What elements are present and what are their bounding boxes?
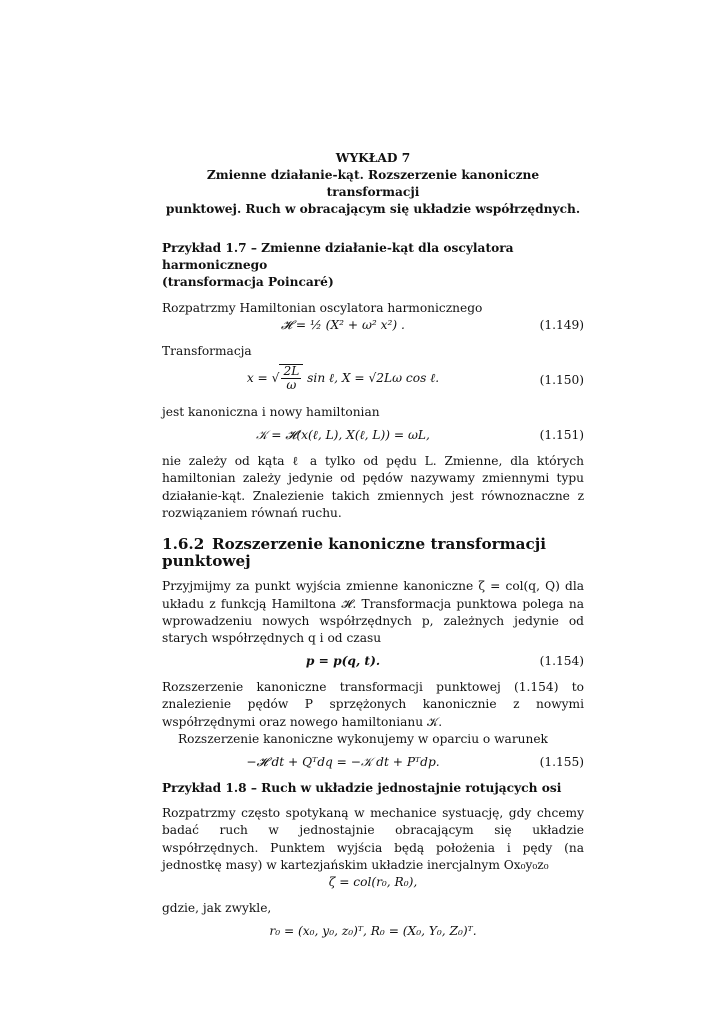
equation-1-151-body: 𝒦 = 𝓗(x(ℓ, L), X(ℓ, L)) = ωL, [256, 428, 430, 443]
equation-1-149 [162, 317, 584, 343]
after-equation-1-150: jest kanoniczna i nowy hamiltonian [162, 405, 380, 420]
section-1-6-2-paragraph-2: Rozszerzenie kanoniczne transformacji punktowej (1.154) to znalezienie pędów P sprzężonych kanonicznie z nowymi współrzędnymi oraz nowego hamiltonianu 𝒦. [162, 680, 584, 729]
equation-1-154-body: p = p(q, t). [305, 654, 381, 669]
example-1-7-heading-line2: (transformacja Poincaré) [162, 275, 334, 290]
equation-r0-body: r₀ = (x₀, y₀, z₀)ᵀ, R₀ = (X₀, Y₀, Z₀)ᵀ. [269, 924, 477, 939]
equation-1-154 [162, 653, 584, 679]
equation-1-151 [162, 427, 584, 453]
fraction-numerator: 2L [283, 364, 300, 379]
equation-1-149-body: 𝓗 = ½ (X² + ω² x²) . [281, 317, 405, 332]
equation-1-150-rest: sin ℓ, X = √2Lω cos ℓ. [303, 371, 440, 386]
section-number: 1.6.2 [162, 535, 205, 554]
equation-1-150-lhs: x = [246, 371, 272, 386]
equation-1-150-body: x = √ $\frac{2L}{\omega}$ sin ℓ, X = √2Lω cos ℓ. [246, 364, 440, 393]
equation-1-151-number: (1.151) [539, 428, 584, 443]
section-1-6-2-heading [162, 536, 584, 570]
example-1-7-intro: Rozpatrzmy Hamiltonian oscylatora harmonicznego [162, 300, 483, 315]
lecture-title-line2: punktowej. Ruch w obracającym się układzie współrzędnych. [165, 202, 581, 216]
equation-1-155 [162, 754, 584, 780]
equation-1-155-body: −𝓗 dt + Qᵀdq = −𝒦 dt + Pᵀdp. [246, 755, 440, 770]
example-1-7-paragraph: nie zależy od kąta ℓ a tylko od pędu L. Zmienne, dla których hamiltonian zależy jedynie od pędów nazywamy zmiennymi typu działanie-kąt. Znalezienie takich zmiennych jest równoznaczne z rozwiązaniem równań ruchu. [162, 454, 584, 520]
example-1-7-heading-line1: Przykład 1.7 – Zmienne działanie-kąt dla oscylatora harmonicznego [162, 241, 514, 273]
equation-1-149-number: (1.149) [539, 317, 584, 332]
document-page [162, 150, 584, 949]
equation-zeta [162, 874, 584, 900]
equation-1-150-fraction [281, 365, 301, 392]
example-1-8-paragraph-1: Rozpatrzmy często spotykaną w mechanice systuację, gdy chcemy badać ruch w jednostajnie obracającym się układzie współrzędnych. Punktem wyjścia będą położenia i pędy (na jednostkę masy) w kartezjańskim układzie inercjalnym Ox₀y₀z₀ [162, 806, 584, 872]
equation-1-150 [162, 360, 584, 404]
section-title: Rozszerzenie kanoniczne transformacji punktowej [162, 535, 547, 571]
equation-zeta-body: ζ = col(r₀, R₀), [328, 875, 418, 890]
section-1-6-2-paragraph-1: Przyjmijmy za punkt wyjścia zmienne kanoniczne ζ = col(q, Q) dla układu z funkcją Hamiltona 𝓗. Transformacja punktowa polega na wprowadzeniu nowych współrzędnych p, zależnych jedynie od starych współrzędnych q i od czasu [162, 579, 584, 646]
equation-r0 [162, 923, 584, 949]
equation-1-154-number: (1.154) [539, 654, 584, 669]
transformation-label: Transformacja [162, 343, 252, 358]
lecture-title-line1: Zmienne działanie-kąt. Rozszerzenie kanoniczne transformacji [206, 168, 540, 199]
section-1-6-2-paragraph-3: Rozszerzenie kanoniczne wykonujemy w oparciu o warunek [178, 731, 548, 746]
equation-1-150-number: (1.150) [539, 373, 584, 388]
lecture-number: WYKŁAD 7 [335, 151, 411, 165]
example-1-8-paragraph-2: gdzie, jak zwykle, [162, 901, 272, 916]
equation-1-155-number: (1.155) [539, 755, 584, 770]
fraction-denominator: ω [286, 378, 297, 393]
example-1-8-heading: Przykład 1.8 – Ruch w układzie jednostajnie rotujących osi [162, 781, 562, 796]
